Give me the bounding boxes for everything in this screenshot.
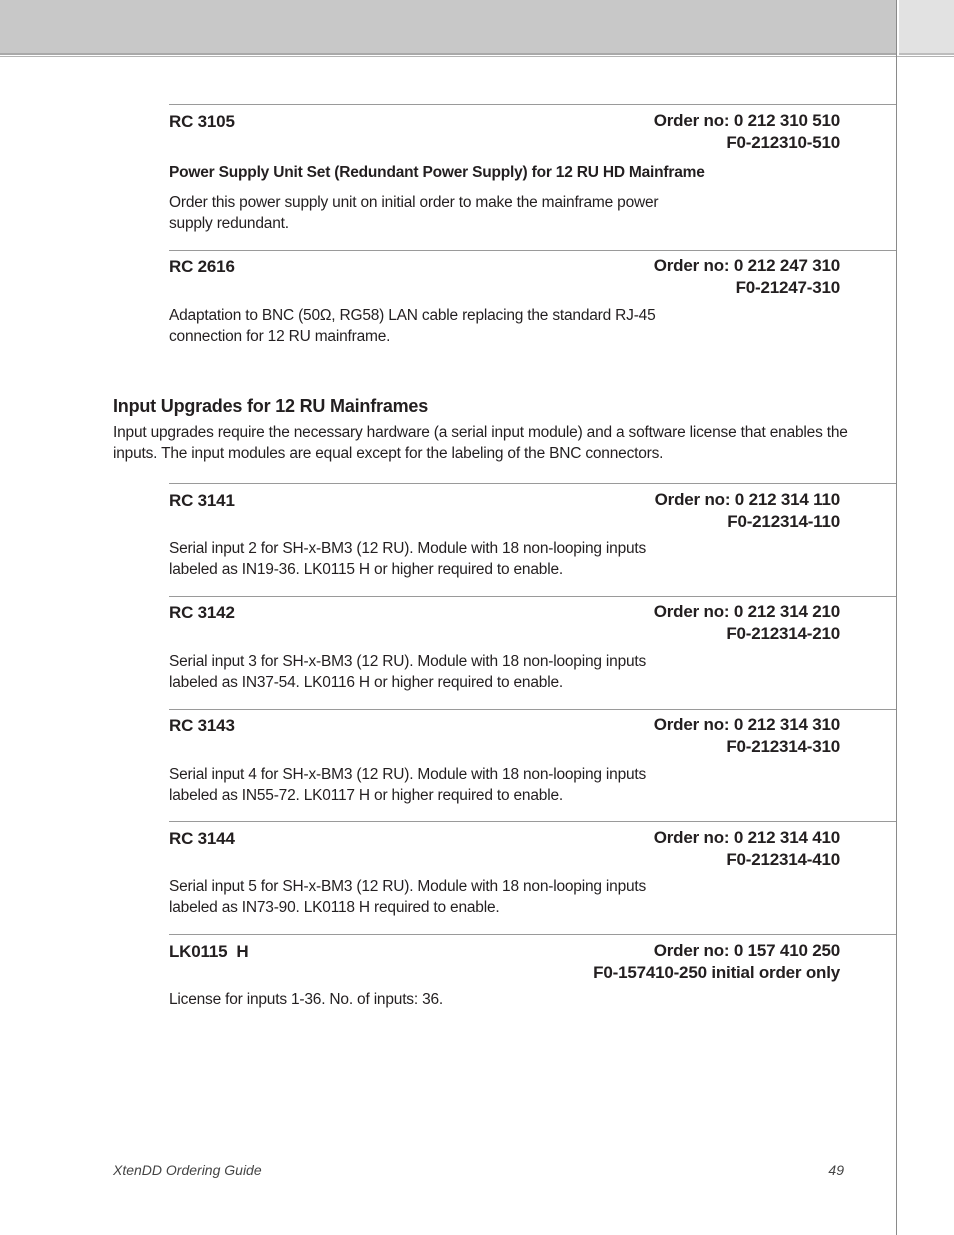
- item-order-numbers: [655, 489, 840, 533]
- order-code: F0-212310-510: [726, 133, 840, 152]
- order-number: Order no: 0 212 314 310: [653, 715, 840, 734]
- section-title: Input Upgrades for 12 RU Mainframes: [113, 396, 429, 416]
- item-code: RC 3105: [169, 112, 235, 131]
- item-order-numbers: [654, 601, 840, 645]
- order-code: F0-212314-110: [727, 512, 840, 531]
- item-code: RC 2616: [169, 257, 235, 276]
- item-order-numbers: [593, 940, 840, 984]
- item-description: Order this power supply unit on initial order to make the mainframe power supply redundant.: [169, 194, 659, 232]
- footer-page-number: 49: [828, 1162, 844, 1178]
- item-description: License for inputs 1-36. No. of inputs: 36.: [169, 991, 444, 1008]
- item-divider: [169, 250, 896, 251]
- item-divider: [169, 934, 896, 935]
- header-rule: [0, 56, 954, 57]
- order-code: F0-212314-210: [726, 624, 840, 643]
- item-divider: [169, 483, 896, 484]
- item-code: RC 3143: [169, 716, 235, 735]
- item-divider: [169, 709, 896, 710]
- order-code: F0-212314-410: [726, 850, 840, 869]
- item-description: Serial input 2 for SH-x-BM3 (12 RU). Module with 18 non-looping inputs labeled as IN19-36. LK0115 H or higher required to enable.: [169, 540, 647, 578]
- item-order-numbers: [654, 714, 840, 758]
- order-code: F0-21247-310: [735, 278, 840, 297]
- item-order-numbers: [654, 827, 840, 871]
- order-number: Order no: 0 212 247 310: [653, 256, 840, 275]
- item-code: LK0115 H: [169, 942, 249, 961]
- item-order-numbers: [654, 110, 840, 154]
- order-number: Order no: 0 212 314 210: [653, 602, 840, 621]
- right-margin-rule: [896, 0, 897, 1235]
- item-code: RC 3142: [169, 603, 235, 622]
- order-code: F0-157410-250 initial order only: [593, 963, 840, 982]
- item-code: RC 3141: [169, 491, 235, 510]
- item-description: Serial input 5 for SH-x-BM3 (12 RU). Module with 18 non-looping inputs labeled as IN73-90. LK0118 H required to enable.: [169, 878, 647, 916]
- item-description: Serial input 4 for SH-x-BM3 (12 RU). Module with 18 non-looping inputs labeled as IN55-72. LK0117 H or higher required to enable.: [169, 766, 647, 804]
- order-number: Order no: 0 157 410 250: [653, 941, 840, 960]
- item-divider: [169, 596, 896, 597]
- header-bar: [0, 0, 896, 55]
- header-tab: [899, 0, 954, 55]
- item-divider: [169, 821, 896, 822]
- footer-guide-title: XtenDD Ordering Guide: [113, 1162, 262, 1178]
- order-number: Order no: 0 212 314 410: [653, 828, 840, 847]
- section-intro: Input upgrades require the necessary hardware (a serial input module) and a software license that enables the inputs. The input modules are equal except for the labeling of the BNC connectors.: [113, 424, 848, 462]
- order-number: Order no: 0 212 310 510: [653, 111, 840, 130]
- item-divider: [169, 104, 896, 105]
- item-subheading: Power Supply Unit Set (Redundant Power Supply) for 12 RU HD Mainframe: [169, 164, 705, 181]
- item-description: Serial input 3 for SH-x-BM3 (12 RU). Module with 18 non-looping inputs labeled as IN37-54. LK0116 H or higher required to enable.: [169, 653, 647, 691]
- item-order-numbers: [654, 255, 840, 299]
- item-code: RC 3144: [169, 829, 235, 848]
- order-number: Order no: 0 212 314 110: [654, 490, 840, 509]
- order-code: F0-212314-310: [726, 737, 840, 756]
- item-description: Adaptation to BNC (50Ω, RG58) LAN cable replacing the standard RJ-45 connection for 12 RU mainframe.: [169, 307, 656, 345]
